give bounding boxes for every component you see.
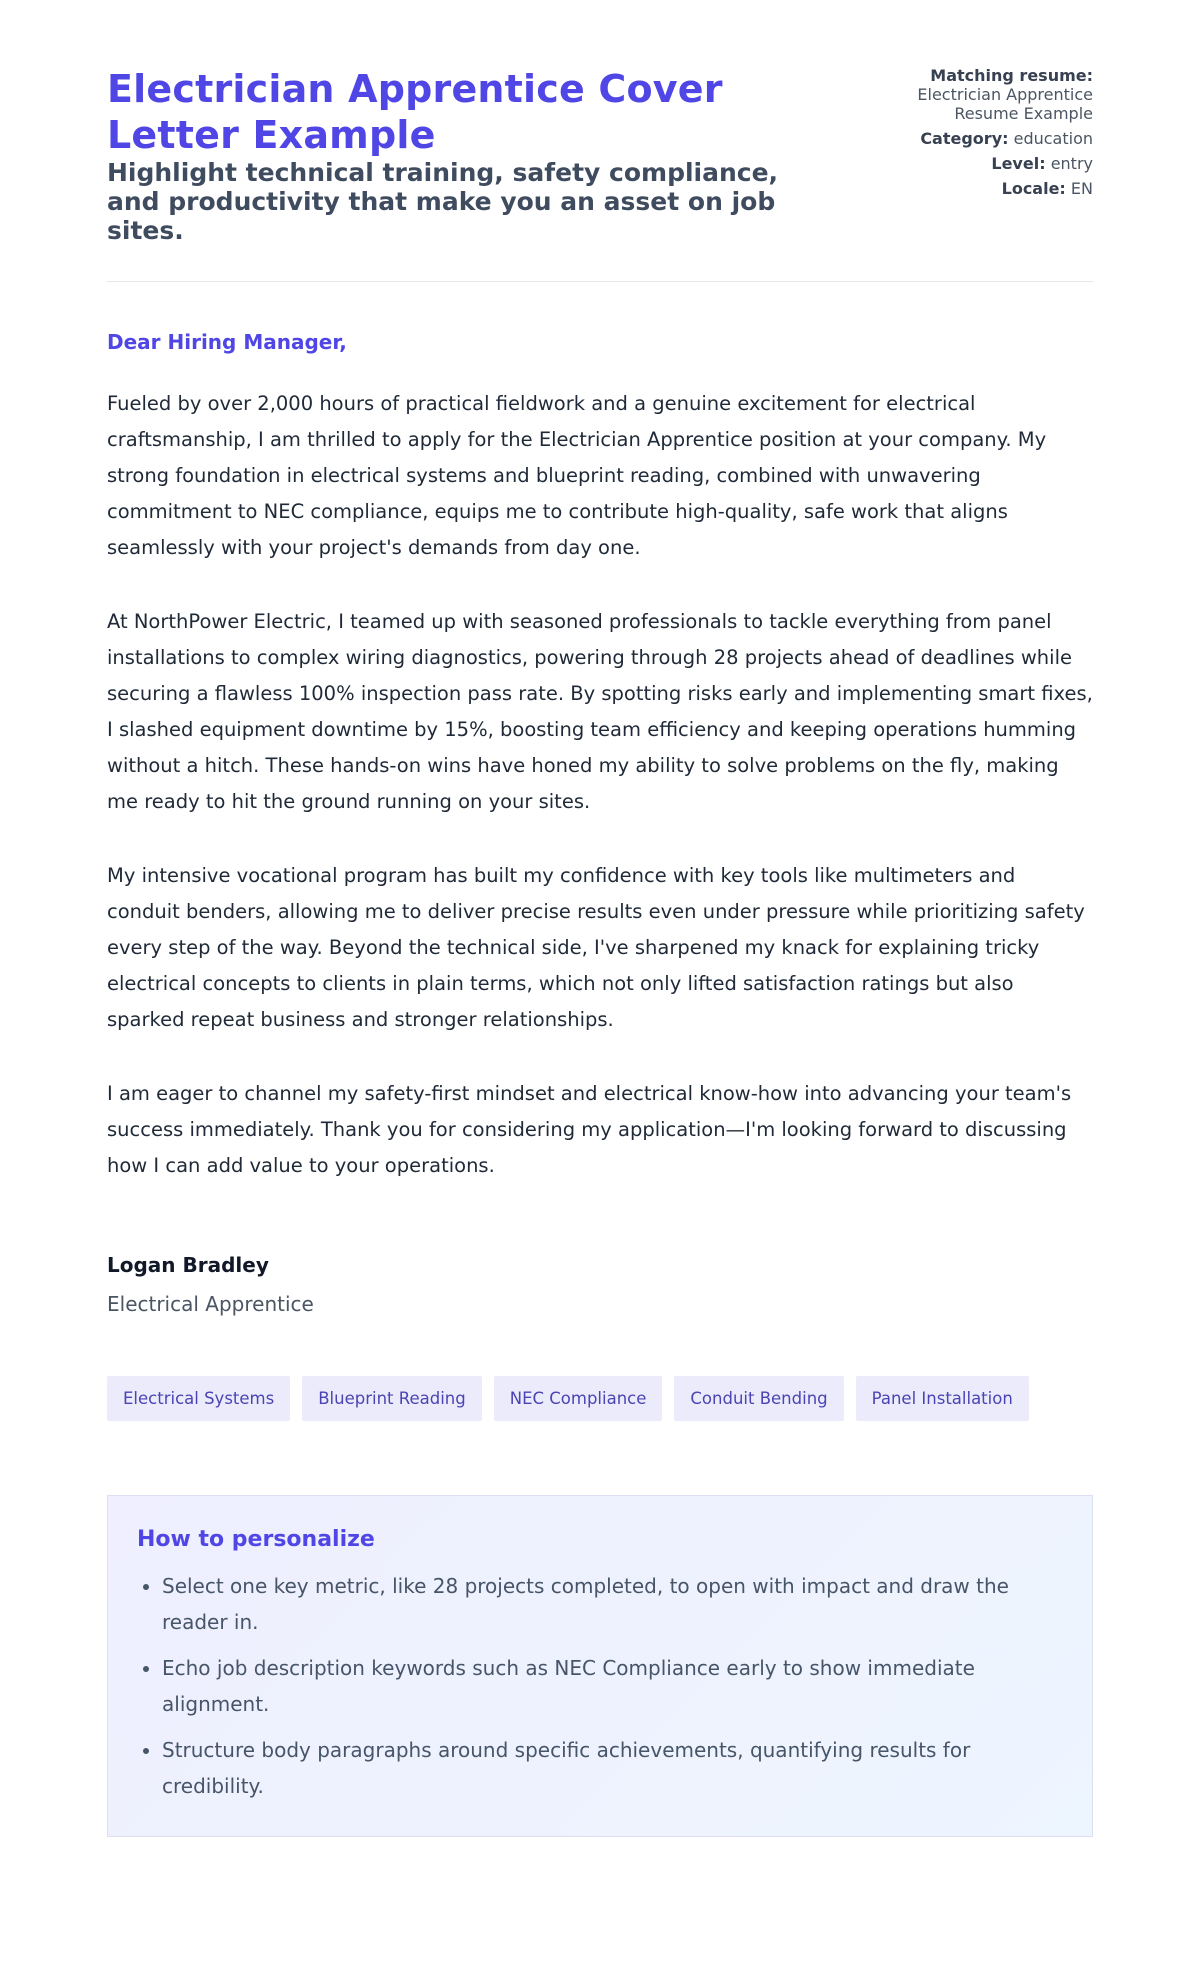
meta-level [853,154,1093,173]
skill-tag: Blueprint Reading [302,1376,482,1421]
meta-category [853,129,1093,148]
meta-matching-resume-label: Matching resume: [930,66,1093,85]
tips-list [137,1568,1064,1804]
skill-tag: NEC Compliance [494,1376,663,1421]
meta-locale-value: EN [1070,179,1093,198]
meta-category-value: education [1013,129,1093,148]
tip-item: Structure body paragraphs around specific achievements, quantifying results for credibility. [162,1732,1064,1804]
meta-level-label: Level: [991,154,1046,173]
personalize-tips-box [107,1495,1093,1837]
meta-level-value: entry [1050,154,1093,173]
page-header [107,66,1093,282]
signature-block [107,1252,1093,1316]
page-subtitle: Highlight technical training, safety compliance, and productivity that make you an asset on job sites. [107,158,779,245]
skill-tags [107,1376,1093,1421]
meta-info [853,66,1093,204]
letter-paragraph: I am eager to channel my safety-first mindset and electrical know-how into advancing your team's success immediately. Thank you for considering my application—I'm looking forward to discussing how I can add value to your operations. [107,1082,1072,1177]
tips-title: How to personalize [137,1527,375,1552]
meta-locale [853,179,1093,198]
skill-tag: Electrical Systems [107,1376,290,1421]
letter-paragraph: At NorthPower Electric, I teamed up with seasoned professionals to tackle everything from panel installations to complex wiring diagnostics, powering through 28 projects ahead of deadlines while securing a flawless 100% inspection pass rate. By spotting risks early and implementing smart fixes, I slashed equipment downtime by 15%, boosting team efficiency and keeping operations humming without a hitch. These hands-on wins have honed my ability to solve problems on the fly, making me ready to hit the ground running on your sites. [107,610,1093,813]
letter-paragraph: Fueled by over 2,000 hours of practical fieldwork and a genuine excitement for electrical craftsmanship, I am thrilled to apply for the Electrician Apprentice position at your company. My strong foundation in electrical systems and blueprint reading, combined with unwavering commitment to NEC compliance, equips me to contribute high-quality, safe work that aligns seamlessly with your project's demands from day one. [107,392,1047,559]
skill-tag: Conduit Bending [674,1376,843,1421]
signature-name: Logan Bradley [107,1253,269,1277]
tip-item: Echo job description keywords such as NEC Compliance early to show immediate alignment. [162,1650,1064,1722]
meta-locale-label: Locale: [1001,179,1066,198]
signature-role: Electrical Apprentice [107,1292,314,1316]
meta-category-label: Category: [920,129,1009,148]
letter-body [107,330,1093,1316]
tip-item: Select one key metric, like 28 projects completed, to open with impact and draw the reader in. [162,1568,1064,1640]
meta-matching-resume-line2: Resume Example [954,104,1093,123]
letter-greeting: Dear Hiring Manager, [107,330,347,354]
letter-paragraph: My intensive vocational program has built my confidence with key tools like multimeters and conduit benders, allowing me to deliver precise results even under pressure while prioritizing safety every step of the way. Beyond the technical side, I've sharpened my knack for explaining tricky electrical concepts to clients in plain terms, which not only lifted satisfaction ratings but also sparked repeat business and stronger relationships. [107,864,1085,1031]
title-block [107,66,807,245]
page-title: Electrician Apprentice Cover Letter Example [107,67,723,157]
meta-matching-resume-line1: Electrician Apprentice [917,85,1093,104]
meta-matching-resume [853,66,1093,123]
skill-tag: Panel Installation [856,1376,1029,1421]
